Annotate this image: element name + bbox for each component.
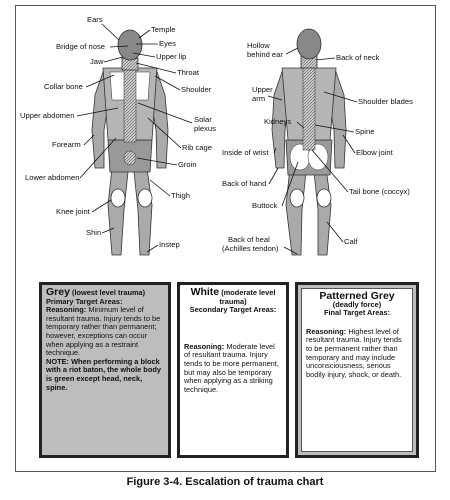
grey-trauma-box	[39, 282, 171, 458]
white-reasoning-label: Reasoning:	[184, 341, 225, 351]
white-trauma-box	[177, 282, 289, 458]
label-knee-joint: Knee joint	[56, 207, 90, 216]
label-elbow-joint: Elbow joint	[356, 148, 393, 157]
label-collar-bone: Collar bone	[44, 82, 83, 91]
white-subtitle: Secondary Target Areas:	[189, 305, 277, 315]
label-shin: Shin	[86, 228, 102, 237]
grey-note-text: When performing a block with a riot baton, the whole body is green except head, neck, spine.	[46, 356, 161, 392]
patterned-title: Patterned Grey	[319, 290, 395, 302]
grey-title: Grey	[46, 286, 70, 298]
label-back-of-heal: Back of heal	[228, 235, 270, 244]
grey-reasoning-label: Reasoning:	[46, 305, 87, 315]
label-calf: Calf	[344, 237, 358, 246]
label-forearm: Forearm	[52, 140, 81, 149]
label-tail-bone: Tail bone (coccyx)	[349, 187, 410, 196]
grey-subtitle: Primary Target Areas:	[46, 296, 123, 306]
label-jaw: Jaw	[90, 57, 104, 66]
label-rib-cage: Rib cage	[182, 143, 212, 152]
label-instep: Instep	[159, 240, 180, 249]
white-reasoning-text: Moderate level of resultant trauma. Injury tends to be more permanent, but may also be temporary when applying as a striking technique.	[184, 341, 279, 394]
label-kidneys: Kidneys	[264, 117, 292, 126]
patterned-subtitle: Final Target Areas:	[323, 308, 391, 318]
label-plexus: plexus	[194, 124, 216, 133]
white-heading	[184, 288, 282, 306]
patterned-title-note: (deadly force)	[332, 299, 382, 309]
label-upper: Upper	[252, 85, 273, 94]
label-buttock: Buttock	[252, 201, 278, 210]
label-upper-lip: Upper lip	[156, 52, 187, 61]
white-title: White	[190, 286, 220, 298]
label-hollow: Hollow	[247, 41, 270, 50]
grey-title-note: (lowest level trauma)	[72, 288, 146, 297]
label-temple: Temple	[151, 25, 176, 34]
white-reasoning	[184, 343, 282, 395]
label-upper-abdomen: Upper abdomen	[20, 111, 75, 120]
white-title-note: (moderate level trauma)	[219, 288, 276, 306]
label-back-of-hand: Back of hand	[222, 179, 267, 188]
patterned-grey-trauma-box	[295, 282, 419, 458]
label-back-of-neck: Back of neck	[336, 53, 380, 62]
label-arm: arm	[252, 94, 266, 103]
label-shoulder-blades: Shoulder blades	[358, 97, 413, 106]
label-spine: Spine	[355, 127, 375, 136]
label-throat: Throat	[177, 68, 199, 77]
patterned-grey-inner	[301, 288, 413, 452]
label-bridge-of-nose: Bridge of nose	[56, 42, 105, 51]
figure-caption: Figure 3-4. Escalation of trauma chart	[126, 476, 324, 488]
grey-reasoning-text: Minimum level of resultant trauma. Injury tends to be temporary rather than permanent; however, exceptions can occur when applying as a restraint technique.	[46, 305, 161, 358]
grey-note-label: NOTE:	[46, 356, 69, 366]
label-inside-of-wrist: Inside of wrist	[222, 148, 269, 157]
label-groin: Groin	[178, 160, 197, 169]
label-achilles-tendon: (Achilles tendon)	[222, 244, 279, 253]
label-behind-ear: behind ear	[247, 50, 283, 59]
grey-note	[46, 358, 164, 392]
back-figure	[272, 29, 346, 255]
label-solar: Solar	[194, 115, 212, 124]
label-eyes: Eyes	[159, 39, 176, 48]
label-shoulder: Shoulder	[181, 85, 212, 94]
label-lower-abdomen: Lower abdomen	[25, 173, 80, 182]
patterned-reasoning-label: Reasoning:	[306, 326, 347, 336]
patterned-reasoning	[306, 328, 408, 380]
label-ears: Ears	[87, 15, 103, 24]
label-thigh: Thigh	[171, 191, 190, 200]
grey-reasoning	[46, 306, 164, 358]
patterned-reasoning-text: Highest level of resultant trauma. Injury tends to be permanent rather than temporary and may include unconsciousness, serious bodily injury, shock, or death.	[306, 326, 402, 379]
